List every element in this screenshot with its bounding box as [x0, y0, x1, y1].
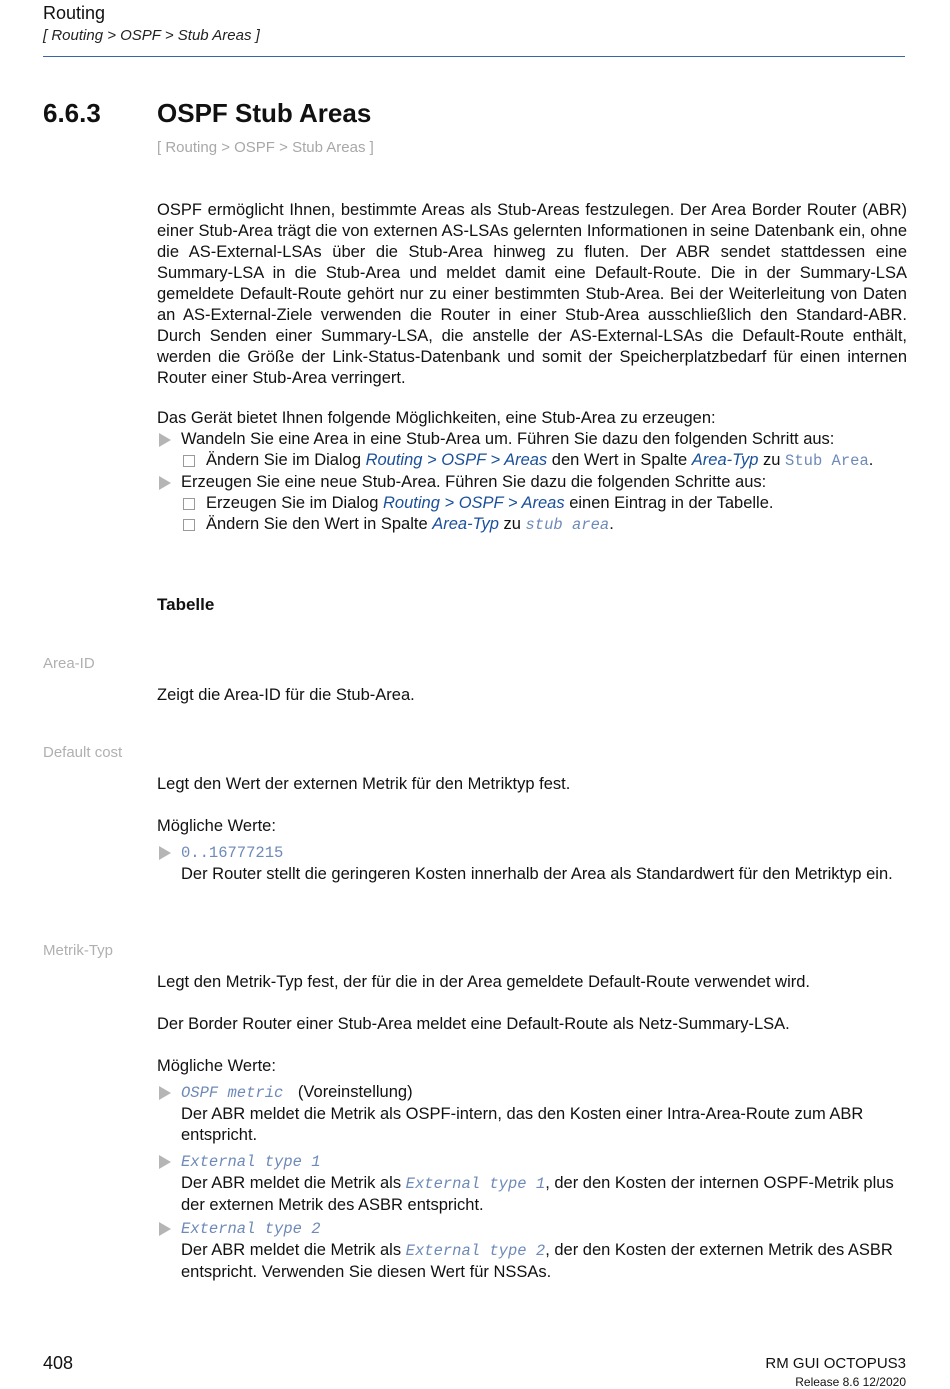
running-header-path: [ Routing > OSPF > Stub Areas ] [43, 27, 260, 44]
dialog-link[interactable]: Routing > OSPF > Areas [383, 494, 565, 512]
value-list [157, 1151, 907, 1216]
field-label-default-cost: Default cost [43, 744, 123, 761]
intro-paragraph: OSPF ermöglicht Ihnen, bestimmte Areas als Stub-Areas festzulegen. Der Area Border Router (ABR) einer Stub-Area trägt die von externen AS-LSAs gelernten Informationen in seine Datenbank ein, ohne die AS-External-LSAs über die Stub-Area hinweg zu fluten. Der ABR sendet stattdessen eine Summary-LSA in die Stub-Area und meldet damit eine Default-Route. Die in der Summary-LSA gemeldete Default-Route gehört nur zu einer bestimmten Stub-Area. Bei der Weiterleitung von Daten an AS-External-Ziele verwenden die Router in einer Stub-Area ausschließlich den Standard-ABR. Durch Senden einer Summary-LSA, die anstelle der AS-External-LSAs die Default-Route enthält, werden die Größe der Link-Status-Datenbank und somit der Speicherplatzbedarf für einen internen Router einer Stub-Area verringert. [157, 201, 907, 387]
value-code: External type 1 [405, 1175, 546, 1193]
step-checkbox-icon [183, 519, 195, 531]
field-label-area-id: Area-ID [43, 655, 95, 672]
list-item: External type 1 Der ABR meldet die Metrik als External type 1, der den Kosten der internen OSPF-Metrik plus der externen Metrik des ASBR entspricht. [157, 1151, 907, 1216]
list-item: Erzeugen Sie eine neue Stub-Area. Führen Sie dazu die folgenden Schritte aus: [157, 472, 907, 493]
table-heading: Tabelle [157, 595, 215, 614]
value-code: External type 2 [405, 1242, 546, 1260]
bullet-triangle-icon [159, 1086, 171, 1100]
value-code: OSPF metric [181, 1084, 284, 1102]
value-list [157, 1082, 907, 1146]
bullet-triangle-icon [159, 846, 171, 860]
list-item: OSPF metric (Voreinstellung) Der ABR meldet die Metrik als OSPF-intern, das den Kosten einer Intra-Area-Route zum ABR entspricht. [157, 1082, 907, 1146]
list-item: 0..16777215 Der Router stellt die geringeren Kosten innerhalb der Area als Standardwert für den Metriktyp ein. [157, 842, 907, 885]
value-code: External type 1 [181, 1153, 321, 1171]
list-item: Erzeugen Sie im Dialog Routing > OSPF > Areas einen Eintrag in der Tabelle. [157, 493, 907, 514]
value-code: 0..16777215 [181, 844, 284, 862]
list-item: Ändern Sie den Wert in Spalte Area-Typ zu stub area. [157, 514, 907, 536]
value-code: Stub Area [785, 452, 869, 470]
section-title: OSPF Stub Areas [157, 98, 372, 128]
page-number: 408 [43, 1353, 74, 1373]
document-title: RM GUI OCTOPUS3 [765, 1355, 906, 1372]
value-code: External type 2 [181, 1220, 321, 1238]
bullet-triangle-icon [159, 476, 171, 490]
value-list [157, 1218, 907, 1283]
list-item: Wandeln Sie eine Area in eine Stub-Area um. Führen Sie dazu den folgenden Schritt aus: [157, 429, 907, 450]
dialog-link[interactable]: Routing > OSPF > Areas [365, 451, 548, 469]
release-info: Release 8.6 12/2020 [795, 1375, 906, 1389]
field-description-area-id: Zeigt die Area-ID für die Stub-Area. [157, 686, 415, 704]
header-divider [43, 56, 905, 57]
value-code: stub area [525, 516, 610, 534]
running-header-title: Routing [43, 3, 106, 23]
column-name: Area-Typ [691, 451, 759, 469]
bullet-triangle-icon [159, 1155, 171, 1169]
list-item: External type 2 Der ABR meldet die Metrik als External type 2, der den Kosten der externen Metrik des ASBR entspricht. Verwenden Sie diesen Wert für NSSAs. [157, 1218, 907, 1283]
options-lead: Das Gerät bietet Ihnen folgende Möglichkeiten, eine Stub-Area zu erzeugen: [157, 409, 716, 427]
values-lead: Mögliche Werte: [157, 817, 276, 835]
field-description-metric-type: Legt den Metrik-Typ fest, der für die in der Area gemeldete Default-Route verwendet wird. [157, 973, 810, 991]
field-description-default-cost: Legt den Wert der externen Metrik für den Metriktyp fest. [157, 775, 571, 793]
field-label-metric-type: Metrik-Typ [43, 942, 114, 959]
step-checkbox-icon [183, 455, 195, 467]
bullet-triangle-icon [159, 433, 171, 447]
section-path: [ Routing > OSPF > Stub Areas ] [157, 139, 374, 156]
column-name: Area-Typ [432, 515, 499, 533]
options-block [157, 408, 907, 536]
bullet-triangle-icon [159, 1222, 171, 1236]
step-checkbox-icon [183, 498, 195, 510]
list-item: Ändern Sie im Dialog Routing > OSPF > Areas den Wert in Spalte Area-Typ zu Stub Area. [157, 450, 907, 472]
values-lead: Mögliche Werte: [157, 1057, 276, 1075]
value-list [157, 842, 907, 885]
section-number: 6.6.3 [43, 98, 101, 128]
field-description-metric-type-2: Der Border Router einer Stub-Area meldet eine Default-Route als Netz-Summary-LSA. [157, 1015, 790, 1033]
